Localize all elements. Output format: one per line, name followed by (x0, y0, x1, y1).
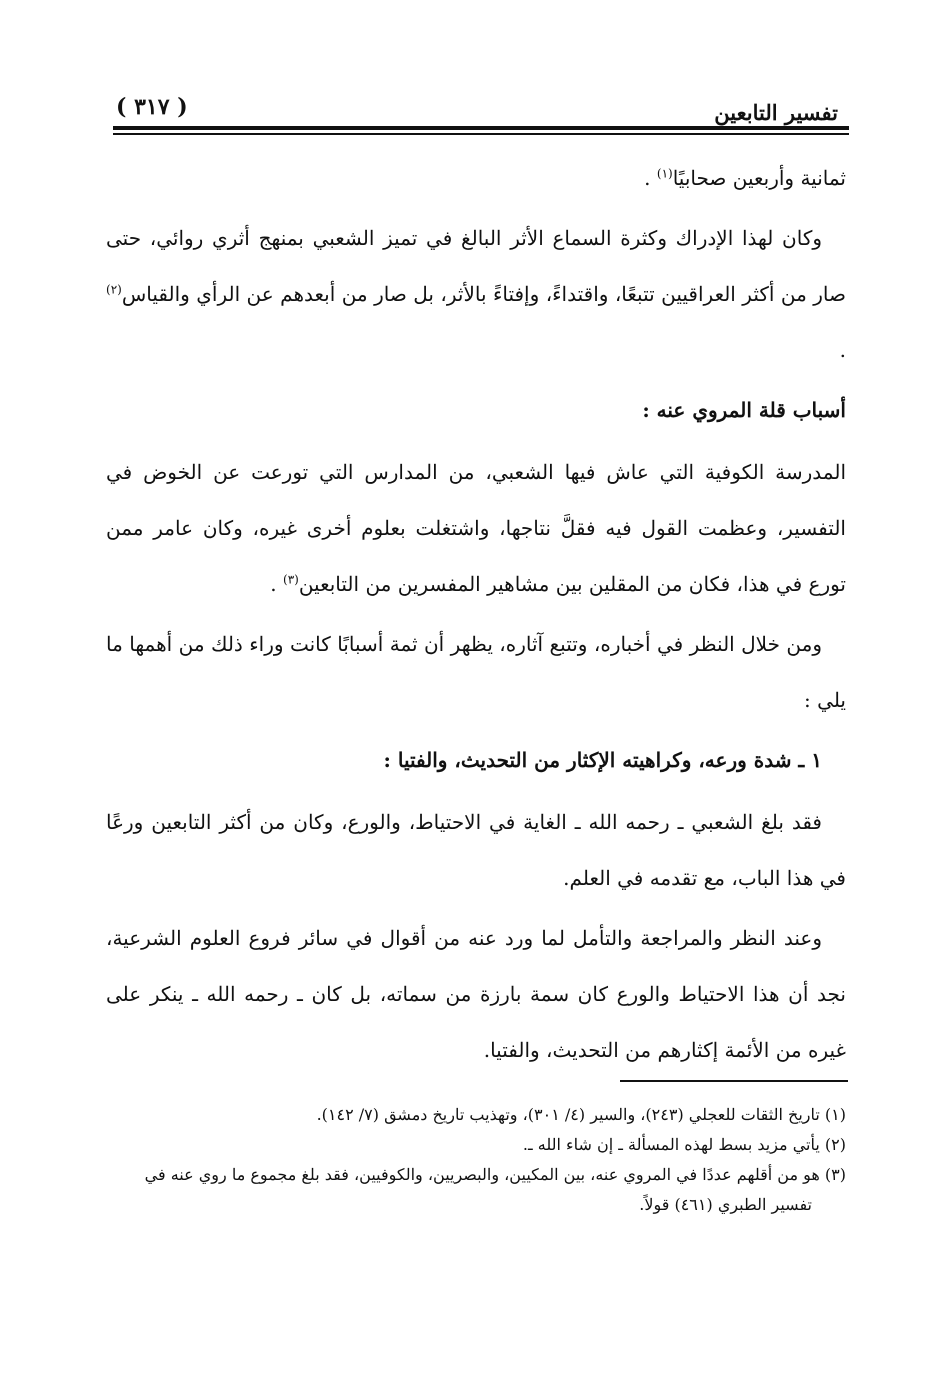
page-number: ( ٣١٧ ) (116, 94, 188, 120)
paragraph-1-text: ثمانية وأربعين صحابيًا (672, 166, 846, 190)
paragraph-5: فقد بلغ الشعبي ـ رحمه الله ـ الغاية في الاحتياط، والورع، وكان من أكثر التابعين ورعًا في هذا الباب، مع تقدمه في العلم. (106, 810, 846, 890)
footnote-1: (١) تاريخ الثقات للعجلي (٢٤٣)، والسير (٤/ ٣٠١)، وتهذيب تاريخ دمشق (٧/ ١٤٢). (316, 1105, 846, 1124)
paragraph-2-text: وكان لهذا الإدراك وكثرة السماع الأثر البالغ في تميز الشعبي بمنهج أثري روائي، حتى صار من أكثر العراقيين تتبعًا، واقتداءً، وإفتاءً بالأثر، بل صار من أبعدهم عن الرأي والقياس (106, 226, 846, 306)
footnotes (106, 1100, 846, 1220)
header-rule-thick (113, 126, 849, 130)
paragraph-6: وعند النظر والمراجعة والتأمل لما ورد عنه من أقوال في سائر فروع العلوم الشرعية، نجد أن هذا الاحتياط والورع كان سمة بارزة من سماته، بل كان ـ رحمه الله ـ ينكر على غيره من الأئمة إكثارهم من التحديث، والفتيا. (106, 926, 846, 1062)
paragraph-3-end: . (270, 572, 283, 596)
footnote-2: (٢) يأتي مزيد بسط لهذه المسألة ـ إن شاء الله ـ. (522, 1135, 846, 1154)
footnote-3: (٣) هو من أقلهم عددًا في المروي عنه، بين المكيين، والبصريين، والكوفيين، فقد بلغ مجموع ما روي عنه في تفسير الطبري (٤٦١) قولاً. (144, 1165, 846, 1214)
paragraph-3 (106, 444, 846, 612)
paragraph-3-text: المدرسة الكوفية التي عاش فيها الشعبي، من المدارس التي تورعت عن الخوض في التفسير، وعظمت القول فيه فقلَّ نتاجها، واشتغلت بعلوم أخرى غيره، وكان عامر ممن تورع في هذا، فكان من المقلين بين مشاهير المفسرين من التابعين (106, 460, 846, 596)
paragraph-1-end: . (644, 166, 657, 190)
running-header-title: تفسير التابعين (714, 100, 838, 125)
footnote-ref-2: (٢) (106, 282, 122, 297)
footnote-separator (620, 1080, 848, 1082)
subsection-heading: ١ ـ شدة ورعه، وكراهيته الإكثار من التحديث، والفتيا : (383, 748, 822, 772)
footnote-ref-1: (١) (656, 166, 673, 181)
paragraph-4: ومن خلال النظر في أخباره، وتتبع آثاره، يظهر أن ثمة أسبابًا كانت وراء ذلك من أهمها ما يلي : (106, 632, 846, 712)
paragraph-2 (106, 210, 846, 378)
paragraph-1 (106, 150, 846, 206)
header-rule-thin (113, 133, 849, 135)
main-text (106, 150, 846, 1082)
footnote-ref-3: (٣) (283, 572, 299, 587)
paragraph-2-end: . (839, 338, 846, 362)
section-heading: أسباب قلة المروي عنه : (642, 398, 846, 422)
